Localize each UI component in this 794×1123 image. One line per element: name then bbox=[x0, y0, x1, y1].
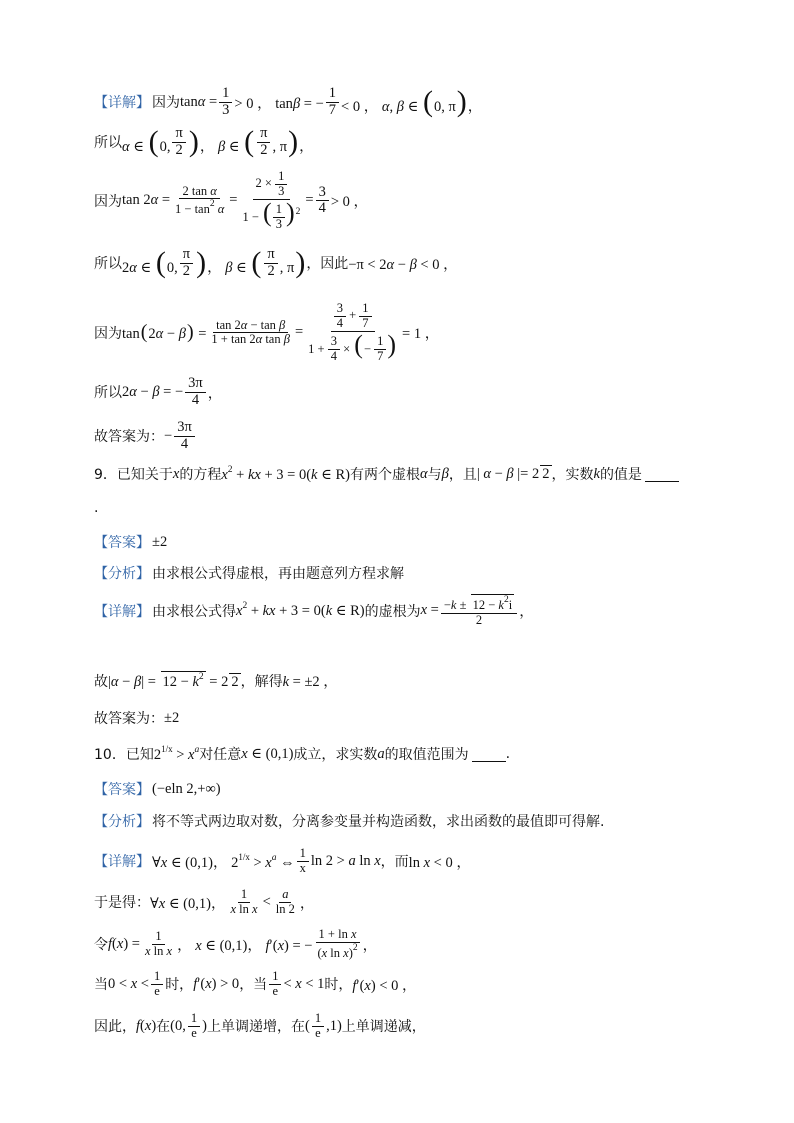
fraction: $\frac{a}{\ln 2}$ bbox=[275, 887, 295, 916]
formula: $x^2$ + kx + 3 = 0(k ∈ R) bbox=[236, 601, 365, 620]
formula: x ∈ (0,1) bbox=[241, 745, 294, 762]
analysis-tag: 【分析】 bbox=[94, 814, 150, 830]
formula: a bbox=[377, 745, 385, 762]
fraction: $\frac{1}{7}$ bbox=[326, 86, 339, 119]
formula: α bbox=[419, 465, 428, 482]
formula: ln x < 0 ， bbox=[408, 854, 471, 871]
fraction: 2 × $\frac{1}{3}$ 1 − ( $\frac{1}{3}$ )$^2$ bbox=[242, 169, 301, 232]
text: 当 bbox=[94, 977, 108, 994]
formula: $|\alpha - \beta| = 12 - k^2 = 2$ 2 bbox=[108, 671, 239, 690]
text: 因为 bbox=[94, 193, 122, 210]
q8-detail-line-1 bbox=[94, 86, 704, 119]
text: 故答案为： bbox=[94, 711, 164, 727]
q8-line-3 bbox=[94, 170, 704, 232]
formula: tan 2α = bbox=[122, 192, 171, 209]
fraction: $\frac{3\pi}{4}$ bbox=[185, 376, 206, 409]
formula: ) bbox=[202, 1017, 207, 1034]
q9-detail bbox=[94, 594, 704, 628]
formula: , π)， bbox=[272, 125, 314, 159]
text: 的值是 bbox=[599, 467, 642, 483]
analysis-text: 由求根公式得虚根，再由题意列方程求解 bbox=[152, 566, 404, 582]
fraction: $\frac{3}{4}$ + $\frac{1}{7}$ 1 + $\frac{3}{4}$ × (− $\frac{1}{7}$ ) bbox=[308, 301, 397, 364]
fraction: $\frac{\pi}{2}$ bbox=[172, 126, 185, 159]
formula: f′(x) < 0 ， bbox=[352, 977, 417, 994]
formula: > 0 ， tanβ = − bbox=[234, 95, 324, 112]
text: ，实数 bbox=[551, 467, 594, 483]
fraction: $\frac{\text{1 + ln x}}{(x \ln x)^2}$ bbox=[317, 927, 358, 960]
formula: )， β ∈ ( bbox=[188, 125, 255, 159]
text: 上单调递增，在 bbox=[206, 1019, 305, 1036]
text: 的取值范围为 bbox=[384, 747, 469, 763]
detail-tag: 【详解】 bbox=[94, 603, 150, 620]
fraction: $\frac{3}{4}$ bbox=[316, 185, 329, 218]
text: ，当 bbox=[239, 977, 268, 994]
formula: ,1) bbox=[326, 1017, 342, 1034]
fraction: $\frac{1}{\text{x ln x}}$ bbox=[144, 929, 173, 958]
q10-question: 10．已知 $2^{1/x} > x^a$ 对任意 x ∈ (0,1) 成立，求实数 a 的取值范围为 . bbox=[94, 744, 511, 763]
formula: 2α ∈ (0, bbox=[122, 246, 178, 280]
text: ，因此 bbox=[306, 256, 349, 273]
formula: x = bbox=[420, 602, 439, 619]
text: 与 bbox=[427, 467, 442, 483]
text: 的虚根为 bbox=[364, 603, 421, 620]
fraction: $\frac{1}{e}$ bbox=[312, 1012, 324, 1041]
q8-line-6 bbox=[94, 376, 704, 409]
detail-tag: 【详解】 bbox=[94, 854, 150, 871]
fraction: $\frac{\text{tan 2α − tan β}}{\text{1 + tan 2α tan β}}$ bbox=[211, 317, 290, 347]
text: 由求根公式得 bbox=[152, 603, 236, 620]
answer-value: (−eln 2,+∞) bbox=[152, 780, 221, 797]
fraction: $\frac{1}{e}$ bbox=[269, 970, 281, 999]
q10-analysis bbox=[94, 811, 704, 831]
text: 因为 bbox=[94, 325, 122, 342]
text: 令 bbox=[94, 937, 108, 954]
text: ，而 bbox=[380, 854, 409, 871]
fraction: $\frac{\pi}{2}$ bbox=[264, 247, 277, 280]
formula: | α − β |= 2 2 bbox=[476, 466, 550, 482]
text: ，解得 bbox=[240, 673, 283, 690]
fraction: $\frac{3\pi}{4}$ bbox=[174, 420, 195, 453]
formula: α ∈ (0, bbox=[122, 125, 171, 159]
text: 的方程 bbox=[179, 467, 222, 483]
formula: = bbox=[294, 324, 304, 341]
formula: ( bbox=[304, 1017, 310, 1034]
formula: 0 < x < bbox=[108, 975, 149, 992]
formula: x bbox=[172, 465, 180, 482]
formula: ， x ∈ (0,1)， f′(x) = − bbox=[177, 937, 313, 954]
formula: β bbox=[441, 465, 449, 482]
formula: tanα = bbox=[180, 93, 218, 110]
formula: f′(x) > 0 bbox=[193, 975, 240, 992]
formula: ， bbox=[299, 895, 315, 912]
fraction: $\frac{-k \pm 12 - k^2i}{2}$ bbox=[441, 594, 517, 628]
formula: )， β ∈ ( bbox=[196, 246, 262, 280]
question-number: 9．已知关于 bbox=[94, 467, 173, 483]
formula: ln 2 > a ln x bbox=[310, 852, 381, 869]
formula: tan(2α − β) = bbox=[122, 321, 207, 344]
analysis-tag: 【分析】 bbox=[94, 566, 150, 582]
q9-detail-2 bbox=[94, 670, 704, 691]
formula: ∀x ∈ (0,1)， bbox=[150, 895, 226, 912]
formula: (0, bbox=[170, 1017, 186, 1034]
fraction: $\frac{1}{e}$ bbox=[151, 970, 163, 999]
formula: k bbox=[593, 465, 600, 482]
formula: = bbox=[229, 192, 238, 209]
formula: ， bbox=[362, 937, 378, 954]
fraction: $\frac{1}{e}$ bbox=[188, 1012, 200, 1041]
q9-answer bbox=[94, 532, 704, 552]
formula: $x^2$ + kx + 3 = 0(k ∈ R) bbox=[221, 464, 350, 483]
final-value: ±2 bbox=[164, 709, 180, 726]
q9-question bbox=[94, 464, 704, 484]
q10-line-4 bbox=[94, 970, 704, 999]
detail-tag: 【详解】 bbox=[94, 95, 150, 112]
answer-blank bbox=[472, 747, 506, 762]
q10-detail-line-1 bbox=[94, 847, 704, 876]
q8-line-2 bbox=[94, 126, 704, 159]
formula: = bbox=[305, 192, 314, 209]
formula: $2^{1/x} > x^a$ bbox=[153, 744, 200, 763]
fraction: $\frac{\pi}{2}$ bbox=[180, 247, 193, 280]
fraction: $\frac{1}{3}$ bbox=[219, 86, 232, 119]
text: 因为 bbox=[152, 95, 180, 112]
text: 于是得： bbox=[94, 895, 150, 912]
formula: < bbox=[262, 893, 271, 910]
question-number: 10．已知 bbox=[94, 747, 154, 763]
text: ，且 bbox=[448, 467, 477, 483]
answer-blank bbox=[645, 467, 679, 482]
fraction: $\frac{1}{x}$ bbox=[297, 847, 309, 876]
formula: −π < 2α − β < 0 ， bbox=[348, 256, 458, 273]
formula: f(x) bbox=[136, 1017, 157, 1034]
fraction: $\frac{\text{2 tan α}}{1 - \tan^2 \alpha}$ bbox=[175, 183, 225, 217]
answer-tag: 【答案】 bbox=[94, 782, 150, 798]
formula: ， bbox=[519, 604, 534, 621]
formula: < 0 ， α, β ∈ (0, π)， bbox=[341, 85, 483, 119]
formula: < x < 1 bbox=[283, 975, 325, 992]
q8-line-5 bbox=[94, 302, 704, 364]
q9-final bbox=[94, 708, 704, 728]
text: 时， bbox=[324, 977, 353, 994]
formula: f(x) = bbox=[108, 935, 140, 952]
text: 故答案为： bbox=[94, 429, 164, 446]
q9-question-end bbox=[94, 500, 704, 516]
q9-analysis bbox=[94, 563, 704, 583]
q8-final-answer bbox=[94, 420, 704, 453]
text: 成立，求实数 bbox=[293, 747, 378, 763]
q10-answer bbox=[94, 779, 704, 799]
text: 上单调递减， bbox=[341, 1019, 426, 1036]
formula: > 0 ， bbox=[330, 194, 369, 211]
formula: 2α − β = − bbox=[122, 383, 184, 400]
text: 在 bbox=[156, 1019, 171, 1036]
q10-line-5 bbox=[94, 1012, 704, 1041]
formula: ∀x ∈ (0,1)， $2^{1/x} > x^a$ ⇔ bbox=[152, 851, 295, 871]
answer-value: ±2 bbox=[152, 533, 168, 550]
text: 故 bbox=[94, 673, 108, 690]
text: 所以 bbox=[94, 135, 122, 152]
text: 有两个虚根 bbox=[349, 467, 420, 483]
answer-tag: 【答案】 bbox=[94, 535, 150, 551]
formula: = 1 ， bbox=[402, 326, 440, 343]
q10-line-2 bbox=[94, 888, 704, 917]
q8-line-4 bbox=[94, 247, 704, 280]
text: 所以 bbox=[94, 385, 122, 402]
formula: ， bbox=[207, 385, 223, 402]
fraction: $\frac{\pi}{2}$ bbox=[257, 126, 270, 159]
text: 对任意 bbox=[199, 747, 242, 763]
analysis-text: 将不等式两边取对数，分离参变量并构造函数，求出函数的最值即可得解. bbox=[152, 814, 605, 830]
text: 因此， bbox=[94, 1019, 136, 1036]
text: 时， bbox=[165, 977, 194, 994]
text: 所以 bbox=[94, 256, 122, 273]
formula: k = ±2 ， bbox=[282, 674, 338, 690]
fraction: $\frac{1}{\text{x ln x}}$ bbox=[230, 887, 258, 916]
period-mark: . bbox=[94, 500, 99, 516]
formula: − bbox=[164, 427, 173, 444]
formula: , π) bbox=[279, 246, 306, 280]
q10-line-3 bbox=[94, 928, 704, 961]
